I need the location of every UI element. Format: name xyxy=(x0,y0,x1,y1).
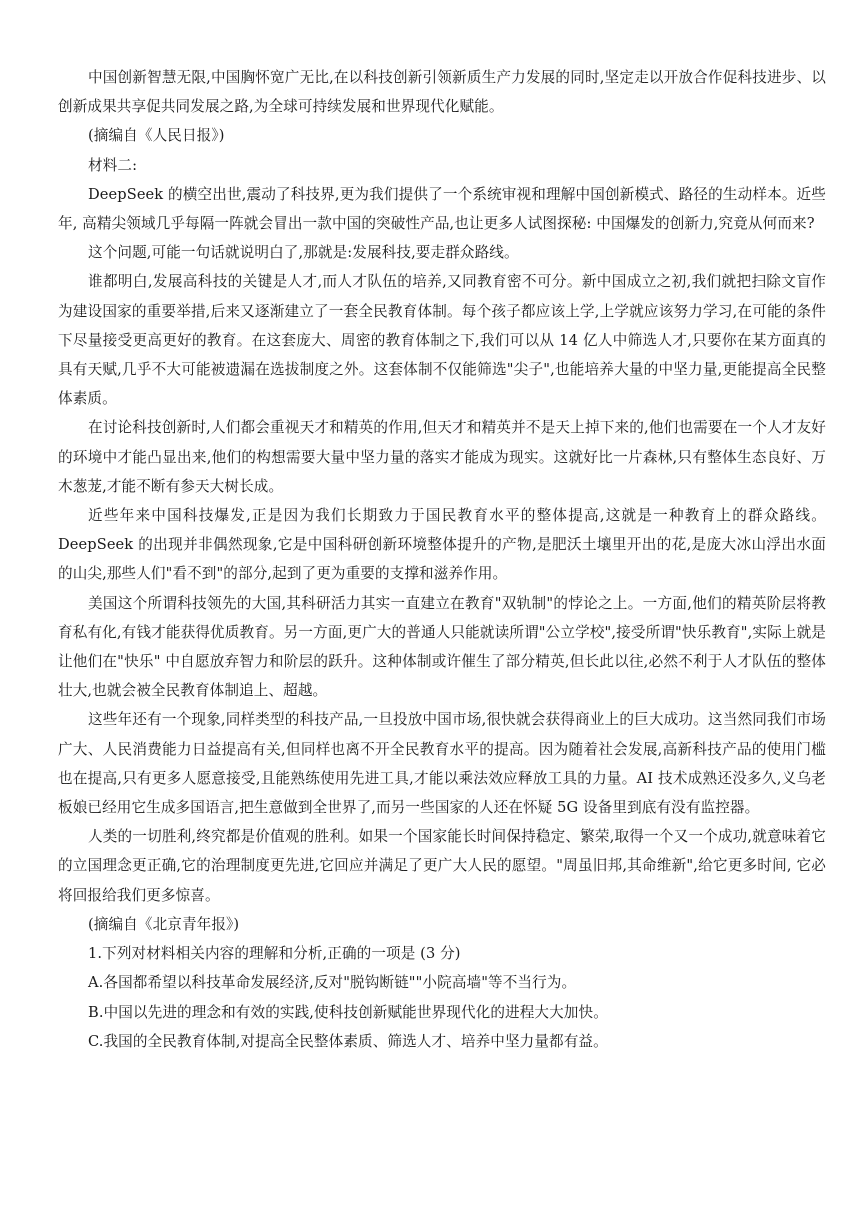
paragraph-us-dual-track: 美国这个所谓科技领先的大国,其科研活力其实一直建立在教育"双轨制"的悖论之上。一方面,他们的精英阶层将教育私有化,有钱才能获得优质教育。另一方面,更广大的普通人只能就读所谓"公立学校",接受所谓"快乐教育",实际上就是让他们在"快乐" 中自愿放弃智力和阶层的跃升。这种体制或许催生了部分精英,但长此以往,必然不利于人才队伍的整体壮大,也就会被全民教育体制追上、超越。 xyxy=(58,594,826,700)
document-page xyxy=(58,63,826,1056)
question-1-stem: 1.下列对材料相关内容的理解和分析,正确的一项是 (3 分) xyxy=(88,945,461,963)
source-citation-beijing-youth-daily: (摘编自《北京青年报》) xyxy=(88,915,240,933)
paragraph-values-victory: 人类的一切胜利,终究都是价值观的胜利。如果一个国家能长时间保持稳定、繁荣,取得一个又一个成功,就意味着它的立国理念更正确,它的治理制度更先进,它回应并满足了更广大人民的愿望。"周虽旧邦,其命维新",给它更多时间, 它必将回报给我们更多惊喜。 xyxy=(58,828,826,904)
paragraph-market-success: 这些年还有一个现象,同样类型的科技产品,一旦投放中国市场,很快就会获得商业上的巨大成功。这当然同我们市场广大、人民消费能力日益提高有关,但同样也离不开全民教育水平的提高。因为随着社会发展,高新科技产品的使用门槛也在提高,只有更多人愿意接受,且能熟练使用先进工具,才能以乘法效应释放工具的力量。AI 技术成熟还没多久,义乌老板娘已经用它生成多国语言,把生意做到全世界了,而另一些国家的人还在怀疑 5G 设备里到底有没有监控器。 xyxy=(58,711,826,817)
paragraph-education-system: 谁都明白,发展高科技的关键是人才,而人才队伍的培养,又同教育密不可分。新中国成立之初,我们就把扫除文盲作为建设国家的重要举措,后来又逐渐建立了一套全民教育体制。每个孩子都应该上学,上学就应该努力学习,在可能的条件下尽量接受更高更好的教育。在这套庞大、周密的教育体制之下,我们可以从 14 亿人中筛选人才,只要你在某方面真的具有天赋,几乎不大可能被遗漏在选拔制度之外。这套体制不仅能筛选"尖子",也能培养大量的中坚力量,更能提高全民整体素质。 xyxy=(58,273,826,408)
paragraph-closing-material-one: 中国创新智慧无限,中国胸怀宽广无比,在以科技创新引领新质生产力发展的同时,坚定走以开放合作促科技进步、以创新成果共享促共同发展之路,为全球可持续发展和世界现代化赋能。 xyxy=(58,69,826,116)
question-1-option-a: A.各国都希望以科技革命发展经济,反对"脱钩断链""小院高墙"等不当行为。 xyxy=(88,974,577,992)
source-citation-renmin-ribao: (摘编自《人民日报》) xyxy=(88,127,225,145)
material-two-heading: 材料二: xyxy=(88,156,138,174)
question-1-option-b: B.中国以先进的理念和有效的实践,使科技创新赋能世界现代化的进程大大加快。 xyxy=(88,1003,608,1021)
paragraph-mass-line: 这个问题,可能一句话就说明白了,那就是:发展科技,要走群众路线。 xyxy=(88,244,519,262)
paragraph-deepseek-intro: DeepSeek 的横空出世,震动了科技界,更为我们提供了一个系统审视和理解中国创新模式、路径的生动样本。近些年, 高精尖领域几乎每隔一阵就会冒出一款中国的突破性产品,也让更多人试图探秘: 中国爆发的创新力,究竟从何而来? xyxy=(58,185,826,233)
question-1-option-c: C.我国的全民教育体制,对提高全民整体素质、筛选人才、培养中坚力量都有益。 xyxy=(88,1032,608,1050)
paragraph-tech-explosion: 近些年来中国科技爆发,正是因为我们长期致力于国民教育水平的整体提高,这就是一种教育上的群众路线。DeepSeek 的出现并非偶然现象,它是中国科研创新环境整体提升的产物,是肥沃土壤里开出的花,是庞大冰山浮出水面的山尖,那些人们"看不到"的部分,起到了更为重要的支撑和滋养作用。 xyxy=(58,507,826,583)
paragraph-talent-environment: 在讨论科技创新时,人们都会重视天才和精英的作用,但天才和精英并不是天上掉下来的,他们也需要在一个人才友好的环境中才能凸显出来,他们的构想需要大量中坚力量的落实才能成为现实。这就好比一片森林,只有整体生态良好、万木葱茏,才能不断有参天大树长成。 xyxy=(58,419,826,495)
